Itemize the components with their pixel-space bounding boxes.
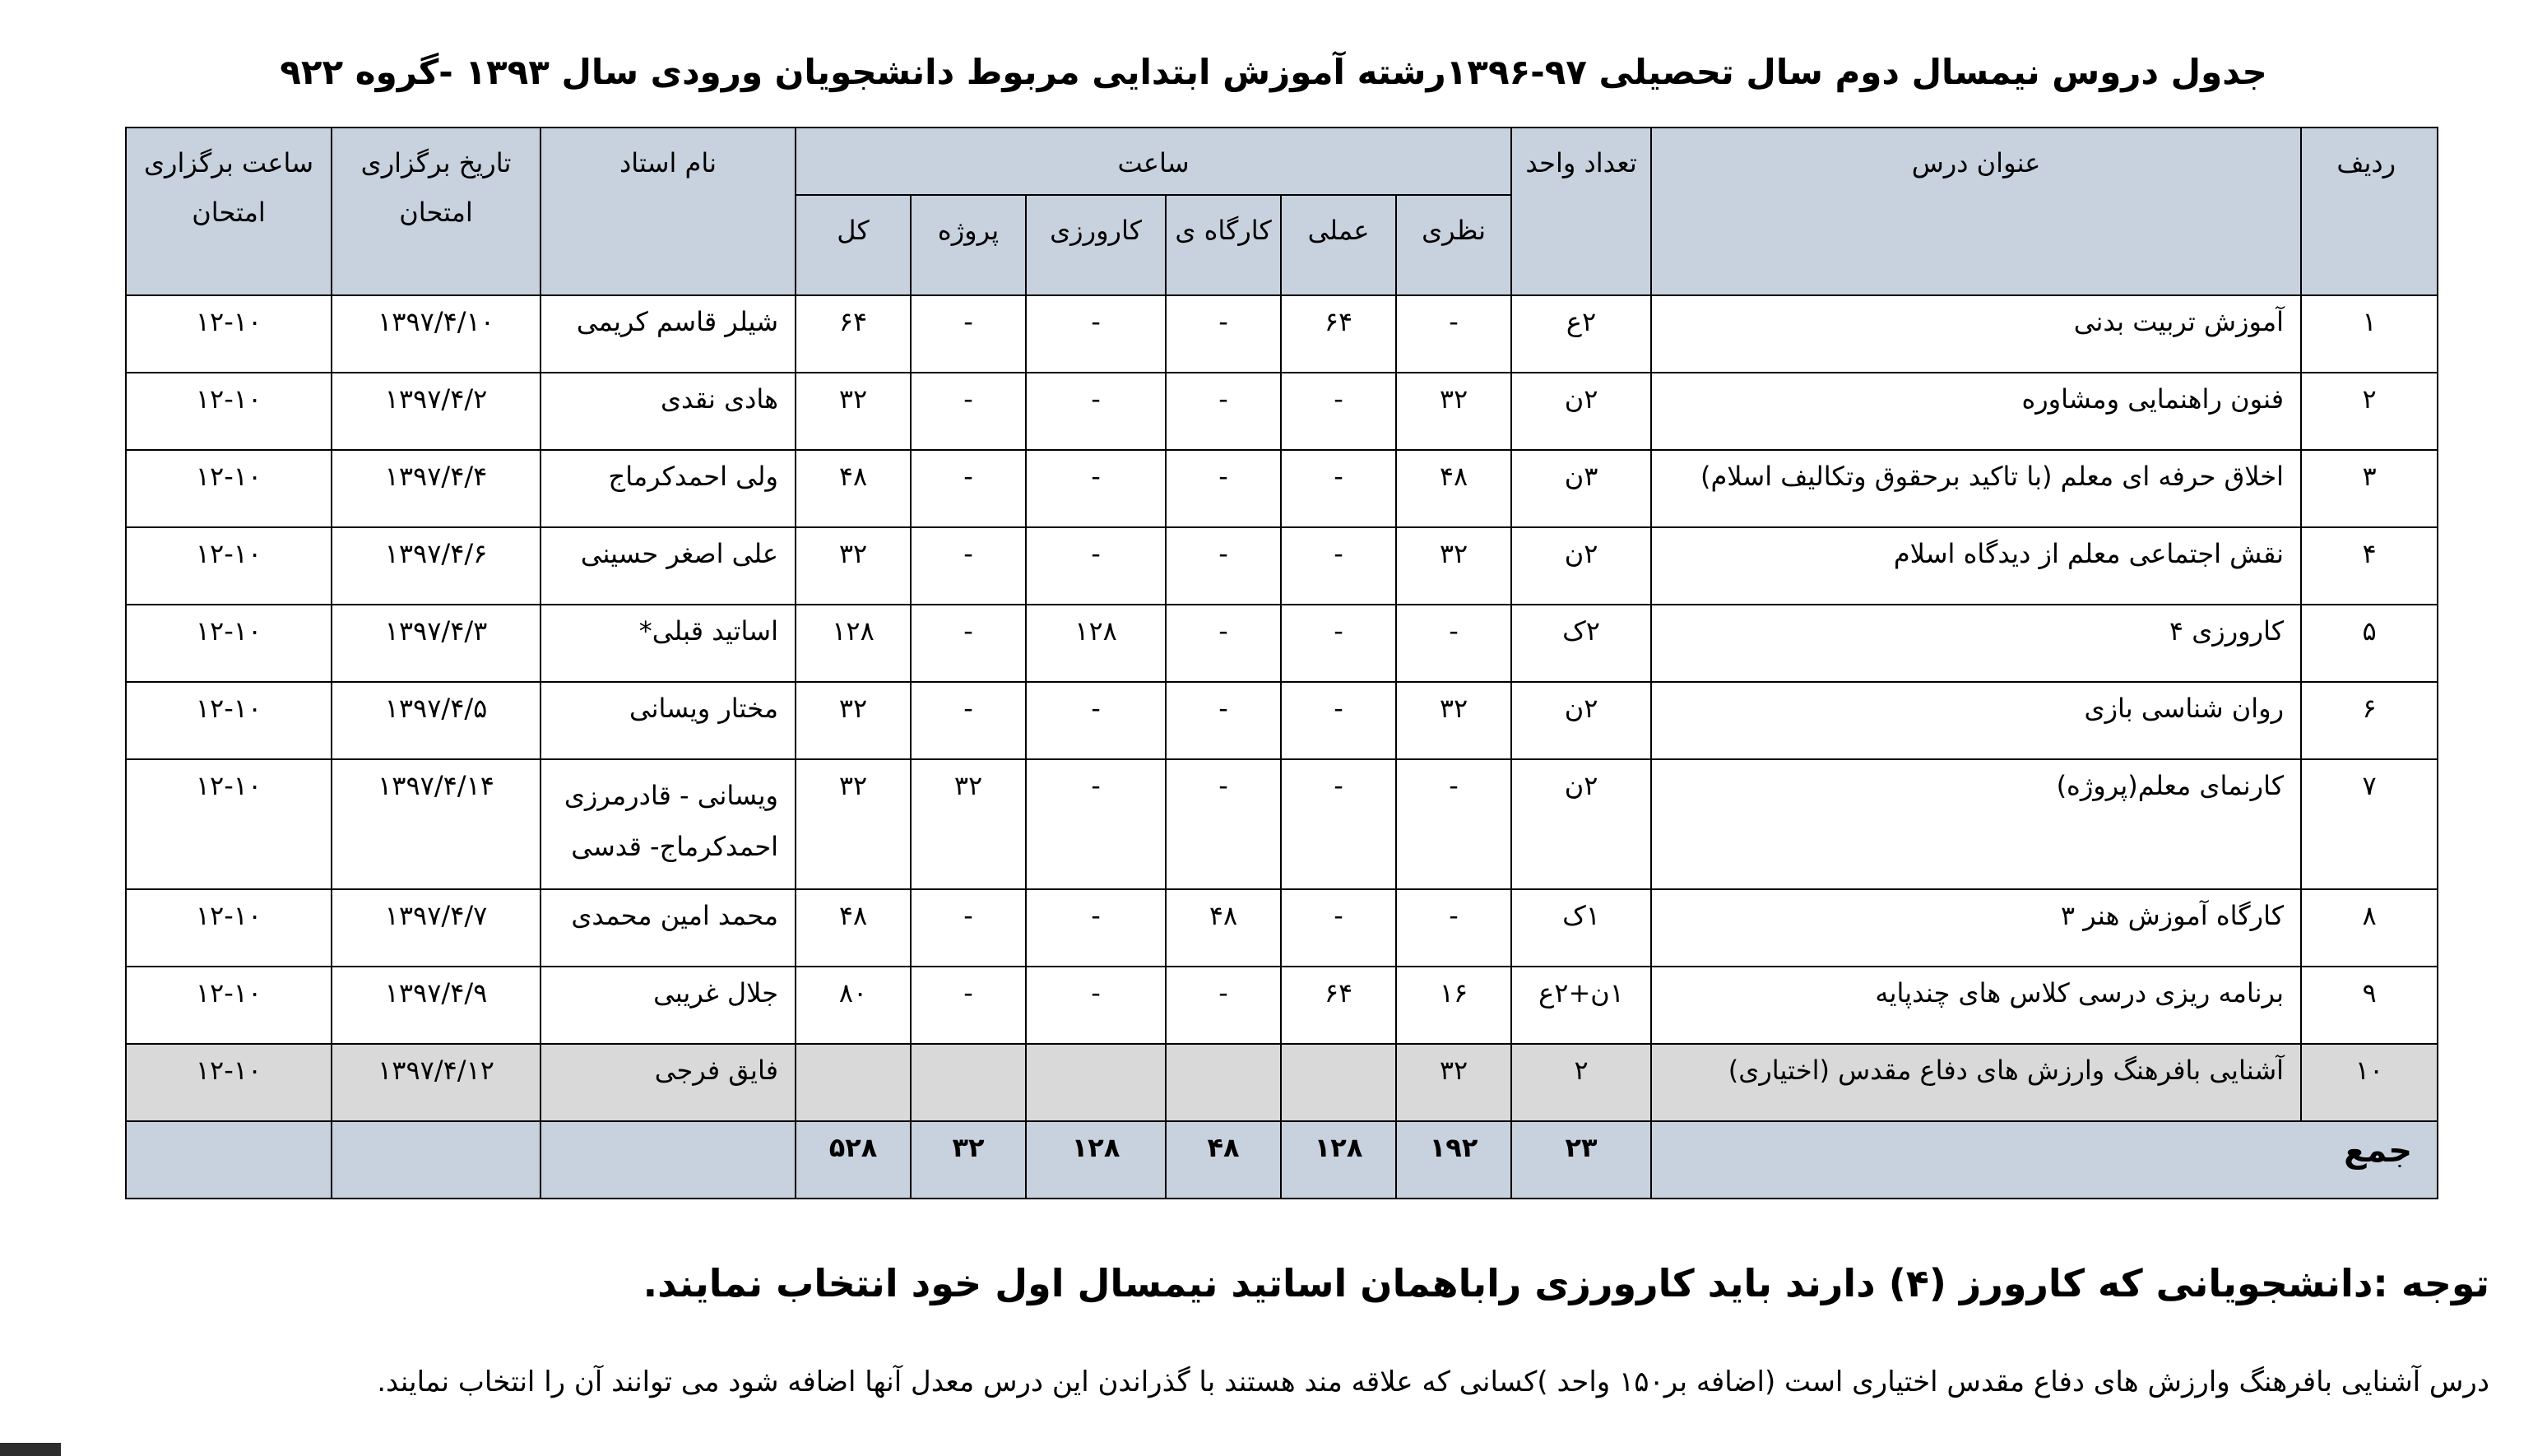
project-cell: - <box>911 967 1026 1044</box>
instructor-cell: فایق فرجی <box>540 1044 796 1121</box>
course-title: آموزش تربیت بدنی <box>1651 295 2301 373</box>
project-cell: - <box>911 450 1026 527</box>
totals-empty-instructor <box>540 1121 796 1199</box>
total-hours-cell <box>796 1044 911 1121</box>
header-internship: کارورزی <box>1026 195 1166 295</box>
project-cell: ۳۲ <box>911 759 1026 889</box>
page-title: جدول دروس نیمسال دوم سال تحصیلی ۹۷-۱۳۹۶رشته آموزش ابتدایی مربوط دانشجویان ورودی سال ۱۳۹۳ -گروه ۹۲۲ <box>280 52 2267 92</box>
internship-cell: - <box>1026 759 1166 889</box>
workshop-cell: - <box>1166 759 1281 889</box>
table-row <box>126 450 2438 527</box>
exam-time-cell: ۱۲-۱۰ <box>126 373 332 450</box>
header-units: تعداد واحد <box>1511 128 1651 295</box>
exam-time-cell: ۱۲-۱۰ <box>126 1044 332 1121</box>
instructor-cell: مختار ویسانی <box>540 682 796 759</box>
practical-cell: - <box>1281 450 1396 527</box>
course-schedule-table <box>125 127 2438 1199</box>
instructor-cell: هادی نقدی <box>540 373 796 450</box>
theory-cell: - <box>1396 295 1511 373</box>
theory-cell: ۳۲ <box>1396 1044 1511 1121</box>
practical-cell: - <box>1281 682 1396 759</box>
exam-time-cell: ۱۲-۱۰ <box>126 450 332 527</box>
units-cell: ۱ن+۲ع <box>1511 967 1651 1044</box>
header-workshop: کارگاه ی <box>1166 195 1281 295</box>
main-note: توجه :دانشجویانی که کارورز (۴) دارند باید کارورزی راباهمان اساتید نیمسال اول خود انتخاب نمایند. <box>643 1261 2489 1305</box>
theory-cell: ۳۲ <box>1396 373 1511 450</box>
internship-cell: ۱۲۸ <box>1026 605 1166 682</box>
practical-cell: - <box>1281 889 1396 967</box>
internship-cell: - <box>1026 527 1166 605</box>
course-title: روان شناسی بازی <box>1651 682 2301 759</box>
exam-date-cell: ۱۳۹۷/۴/۱۲ <box>332 1044 540 1121</box>
project-cell: - <box>911 682 1026 759</box>
exam-time-cell: ۱۲-۱۰ <box>126 759 332 889</box>
totals-empty-time <box>126 1121 332 1199</box>
total-hours-cell: ۱۲۸ <box>796 605 911 682</box>
project-cell <box>911 1044 1026 1121</box>
instructor-line-2: احمدکرماج- قدسی <box>571 831 778 862</box>
header-project: پروژه <box>911 195 1026 295</box>
header-hours: ساعت <box>796 128 1511 195</box>
workshop-cell: ۴۸ <box>1166 889 1281 967</box>
table-row <box>126 889 2438 967</box>
instructor-cell: جلال غریبی <box>540 967 796 1044</box>
internship-cell <box>1026 1044 1166 1121</box>
totals-project: ۳۲ <box>911 1121 1026 1199</box>
theory-cell: ۱۶ <box>1396 967 1511 1044</box>
row-number: ۶ <box>2301 682 2438 759</box>
table-row-elective <box>126 1044 2438 1121</box>
units-cell: ۲ <box>1511 1044 1651 1121</box>
exam-time-cell: ۱۲-۱۰ <box>126 605 332 682</box>
total-hours-cell: ۳۲ <box>796 682 911 759</box>
course-title: برنامه ریزی درسی کلاس های چندپایه <box>1651 967 2301 1044</box>
total-hours-cell: ۴۸ <box>796 450 911 527</box>
header-instructor: نام استاد <box>540 128 796 295</box>
workshop-cell <box>1166 1044 1281 1121</box>
course-title: فنون راهنمایی ومشاوره <box>1651 373 2301 450</box>
internship-cell: - <box>1026 967 1166 1044</box>
units-cell: ۲ن <box>1511 759 1651 889</box>
header-exam-time: ساعت برگزاری امتحان <box>126 128 332 295</box>
totals-hours: ۵۲۸ <box>796 1121 911 1199</box>
totals-units: ۲۳ <box>1511 1121 1651 1199</box>
exam-date-cell: ۱۳۹۷/۴/۵ <box>332 682 540 759</box>
total-hours-cell: ۴۸ <box>796 889 911 967</box>
theory-cell: - <box>1396 605 1511 682</box>
sub-note: درس آشنایی بافرهنگ وارزش های دفاع مقدس اختیاری است (اضافه بر۱۵۰ واحد )کسانی که علاقه مند هستند با گذراندن این درس معدل آنها اضافه شود می توانند آن را انتخاب نمایند. <box>377 1366 2489 1398</box>
practical-cell: - <box>1281 759 1396 889</box>
totals-theory: ۱۹۲ <box>1396 1121 1511 1199</box>
instructor-cell: شیلر قاسم کریمی <box>540 295 796 373</box>
course-title: کارگاه آموزش هنر ۳ <box>1651 889 2301 967</box>
table-row <box>126 682 2438 759</box>
units-cell: ۲ن <box>1511 682 1651 759</box>
exam-date-cell: ۱۳۹۷/۴/۷ <box>332 889 540 967</box>
workshop-cell: - <box>1166 295 1281 373</box>
theory-cell: ۳۲ <box>1396 527 1511 605</box>
totals-empty-date <box>332 1121 540 1199</box>
units-cell: ۳ن <box>1511 450 1651 527</box>
row-number: ۵ <box>2301 605 2438 682</box>
theory-cell: ۴۸ <box>1396 450 1511 527</box>
row-number: ۹ <box>2301 967 2438 1044</box>
workshop-cell: - <box>1166 967 1281 1044</box>
row-number: ۷ <box>2301 759 2438 889</box>
exam-time-cell: ۱۲-۱۰ <box>126 967 332 1044</box>
internship-cell: - <box>1026 682 1166 759</box>
totals-internship: ۱۲۸ <box>1026 1121 1166 1199</box>
theory-cell: - <box>1396 889 1511 967</box>
exam-time-cell: ۱۲-۱۰ <box>126 295 332 373</box>
instructor-cell: ولی احمدکرماج <box>540 450 796 527</box>
course-title: نقش اجتماعی معلم از دیدگاه اسلام <box>1651 527 2301 605</box>
exam-time-cell: ۱۲-۱۰ <box>126 889 332 967</box>
internship-cell: - <box>1026 450 1166 527</box>
table-row <box>126 527 2438 605</box>
exam-time-cell: ۱۲-۱۰ <box>126 682 332 759</box>
practical-cell: ۶۴ <box>1281 295 1396 373</box>
practical-cell: - <box>1281 373 1396 450</box>
units-cell: ۲ن <box>1511 527 1651 605</box>
project-cell: - <box>911 527 1026 605</box>
table-row <box>126 967 2438 1044</box>
row-number: ۲ <box>2301 373 2438 450</box>
practical-cell <box>1281 1044 1396 1121</box>
practical-cell: ۶۴ <box>1281 967 1396 1044</box>
theory-cell: ۳۲ <box>1396 682 1511 759</box>
instructor-cell <box>540 759 796 889</box>
row-number: ۱۰ <box>2301 1044 2438 1121</box>
course-title: کارورزی ۴ <box>1651 605 2301 682</box>
project-cell: - <box>911 605 1026 682</box>
project-cell: - <box>911 295 1026 373</box>
project-cell: - <box>911 373 1026 450</box>
units-cell: ۲ک <box>1511 605 1651 682</box>
row-number: ۳ <box>2301 450 2438 527</box>
internship-cell: - <box>1026 295 1166 373</box>
workshop-cell: - <box>1166 682 1281 759</box>
table-row <box>126 373 2438 450</box>
row-number: ۴ <box>2301 527 2438 605</box>
header-theory: نظری <box>1396 195 1511 295</box>
exam-date-cell: ۱۳۹۷/۴/۹ <box>332 967 540 1044</box>
units-cell: ۲ن <box>1511 373 1651 450</box>
instructor-cell: اساتید قبلی* <box>540 605 796 682</box>
row-number: ۱ <box>2301 295 2438 373</box>
total-hours-cell: ۳۲ <box>796 527 911 605</box>
theory-cell: - <box>1396 759 1511 889</box>
header-total-hours: کل <box>796 195 911 295</box>
course-title: آشنایی بافرهنگ وارزش های دفاع مقدس (اختیاری) <box>1651 1044 2301 1121</box>
table-row <box>126 759 2438 889</box>
project-cell: - <box>911 889 1026 967</box>
total-hours-cell: ۳۲ <box>796 759 911 889</box>
course-title: اخلاق حرفه ای معلم (با تاکید برحقوق وتکالیف اسلام) <box>1651 450 2301 527</box>
exam-date-cell: ۱۳۹۷/۴/۶ <box>332 527 540 605</box>
totals-label: جمع <box>1651 1121 2438 1199</box>
workshop-cell: - <box>1166 605 1281 682</box>
workshop-cell: - <box>1166 373 1281 450</box>
header-row-number: ردیف <box>2301 128 2438 295</box>
internship-cell: - <box>1026 373 1166 450</box>
instructor-cell: علی اصغر حسینی <box>540 527 796 605</box>
instructor-cell: محمد امین محمدی <box>540 889 796 967</box>
table-row <box>126 605 2438 682</box>
header-course-title: عنوان درس <box>1651 128 2301 295</box>
exam-date-cell: ۱۳۹۷/۴/۲ <box>332 373 540 450</box>
internship-cell: - <box>1026 889 1166 967</box>
units-cell: ۱ک <box>1511 889 1651 967</box>
exam-date-cell: ۱۳۹۷/۴/۴ <box>332 450 540 527</box>
exam-time-cell: ۱۲-۱۰ <box>126 527 332 605</box>
totals-row <box>126 1121 2438 1199</box>
practical-cell: - <box>1281 527 1396 605</box>
totals-practical: ۱۲۸ <box>1281 1121 1396 1199</box>
site-logo-icon <box>0 1443 61 1456</box>
practical-cell: - <box>1281 605 1396 682</box>
table-row <box>126 295 2438 373</box>
units-cell: ۲ع <box>1511 295 1651 373</box>
exam-date-cell: ۱۳۹۷/۴/۳ <box>332 605 540 682</box>
exam-date-cell: ۱۳۹۷/۴/۱۴ <box>332 759 540 889</box>
header-exam-date: تاریخ برگزاری امتحان <box>332 128 540 295</box>
total-hours-cell: ۶۴ <box>796 295 911 373</box>
totals-workshop: ۴۸ <box>1166 1121 1281 1199</box>
workshop-cell: - <box>1166 450 1281 527</box>
course-title: کارنمای معلم(پروژه) <box>1651 759 2301 889</box>
total-hours-cell: ۳۲ <box>796 373 911 450</box>
instructor-line-1: ویسانی - قادرمرزی <box>564 780 778 811</box>
header-practical: عملی <box>1281 195 1396 295</box>
row-number: ۸ <box>2301 889 2438 967</box>
exam-date-cell: ۱۳۹۷/۴/۱۰ <box>332 295 540 373</box>
total-hours-cell: ۸۰ <box>796 967 911 1044</box>
workshop-cell: - <box>1166 527 1281 605</box>
